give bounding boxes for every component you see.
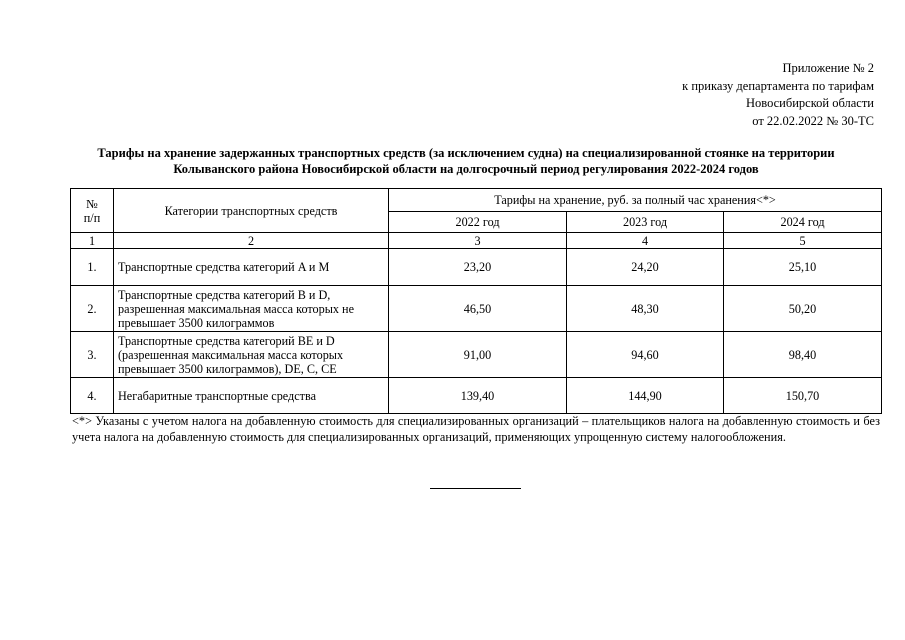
index-cell: 2 [114, 233, 389, 249]
header-year-2023: 2023 год [567, 212, 724, 233]
row-number: 1. [71, 249, 114, 286]
header-tariffs: Тарифы на хранение, руб. за полный час хранения<*> [389, 189, 882, 212]
row-value-2022: 46,50 [389, 286, 567, 332]
row-category: Транспортные средства категорий A и M [114, 249, 389, 286]
row-number: 3. [71, 332, 114, 378]
row-value-2023: 144,90 [567, 378, 724, 414]
appendix-line: к приказу департамента по тарифам [682, 78, 874, 93]
title-line: Колыванского района Новосибирской области на долгосрочный период регулирования 2022-2024 годов [173, 162, 759, 176]
row-number: 2. [71, 286, 114, 332]
separator-line [430, 488, 521, 489]
row-value-2023: 24,20 [567, 249, 724, 286]
appendix-line: Приложение № 2 [782, 61, 874, 75]
table-row [71, 286, 882, 332]
appendix-line: от 22.02.2022 № 30-ТС [752, 113, 874, 128]
header-category: Категории транспортных средств [114, 189, 389, 233]
row-number: 4. [71, 378, 114, 414]
row-value-2023: 48,30 [567, 286, 724, 332]
header-year-2022: 2022 год [389, 212, 567, 233]
table-header-row [71, 189, 882, 212]
row-category: Негабаритные транспортные средства [114, 378, 389, 414]
table-row [71, 249, 882, 286]
row-category: Транспортные средства категорий BE и D (разрешенная максимальная масса которых превышает 3500 килограммов), DE, C, CE [114, 332, 389, 378]
index-cell: 5 [724, 233, 882, 249]
row-category: Транспортные средства категорий B и D, разрешенная максимальная масса которых не превышает 3500 килограммов [114, 286, 389, 332]
title-line: Тарифы на хранение задержанных транспортных средств (за исключением судна) на специализированной стоянке на территории [97, 146, 835, 160]
appendix-reference [682, 60, 874, 130]
row-value-2022: 91,00 [389, 332, 567, 378]
header-number: № п/п [71, 189, 114, 233]
table-row [71, 332, 882, 378]
row-value-2022: 139,40 [389, 378, 567, 414]
row-value-2022: 23,20 [389, 249, 567, 286]
footnote: <*> Указаны с учетом налога на добавленную стоимость для специализированных организаций – плательщиков налога на добавленную стоимость и без учета налога на добавленную стоимость для специализированных организаций, применяющих упрощенную систему налогообложения. [72, 414, 880, 444]
table-row [71, 378, 882, 414]
header-year-2024: 2024 год [724, 212, 882, 233]
row-value-2024: 50,20 [724, 286, 882, 332]
tariffs-table [70, 188, 882, 414]
row-value-2024: 150,70 [724, 378, 882, 414]
appendix-line: Новосибирской области [745, 96, 874, 110]
table-index-row [71, 233, 882, 249]
document-title [60, 145, 872, 177]
row-value-2024: 25,10 [724, 249, 882, 286]
row-value-2024: 98,40 [724, 332, 882, 378]
row-value-2023: 94,60 [567, 332, 724, 378]
index-cell: 3 [389, 233, 567, 249]
index-cell: 1 [71, 233, 114, 249]
index-cell: 4 [567, 233, 724, 249]
